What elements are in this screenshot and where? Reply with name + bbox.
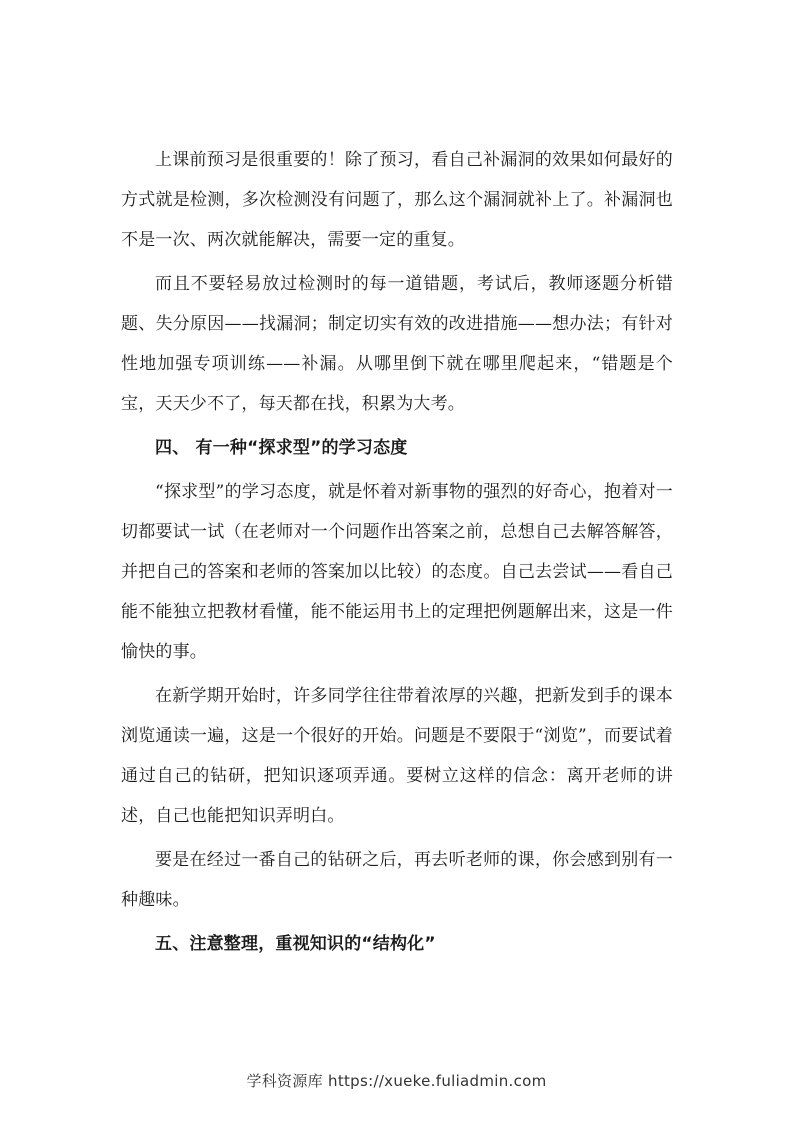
paragraph-inquiry-attitude: “探求型”的学习态度，就是怀着对新事物的强烈的好奇心，抱着对一切都要试一试（在老师对一个问题作出答案之前，总想自己去解答解答，并把自己的答案和老师的答案加以比较）的态度。自己去尝试——看自己能不能独立把教材看懂，能不能运用书上的定理把例题解出来，这是一件愉快的事。 xyxy=(121,482,673,662)
paragraph-preview-and-testing: 上课前预习是很重要的！除了预习，看自己补漏洞的效果如何最好的方式就是检测，多次检测没有问题了，那么这个漏洞就补上了。补漏洞也不是一次、两次就能解决，需要一定的重复。 xyxy=(121,150,673,250)
section-heading-5: 五、注意整理，重视知识的“结构化” xyxy=(155,934,436,954)
paragraph-extra-interest: 要是在经过一番自己的钻研之后，再去听老师的课，你会感到别有一种趣味。 xyxy=(121,850,673,910)
section-heading-4: 四、 有一种“探求型”的学习态度 xyxy=(155,438,408,458)
paragraph-mistake-analysis: 而且不要轻易放过检测时的每一道错题，考试后，教师逐题分析错题、失分原因——找漏洞；制定切实有效的改进措施——想办法；有针对性地加强专项训练——补漏。从哪里倒下就在哪里爬起来，“错题是个宝，天天少不了，每天都在找，积累为大考。 xyxy=(121,274,673,414)
page-footer-source: 学科资源库 https://xueke.fuliadmin.com xyxy=(246,1072,547,1090)
paragraph-new-semester: 在新学期开始时，许多同学往往带着浓厚的兴趣，把新发到手的课本浏览通读一遍，这是一个很好的开始。问题是不要限于“浏览”，而要试着通过自己的钻研，把知识逐项弄通。要树立这样的信念：离开老师的讲述，自己也能把知识弄明白。 xyxy=(121,686,673,826)
document-body xyxy=(121,140,673,964)
